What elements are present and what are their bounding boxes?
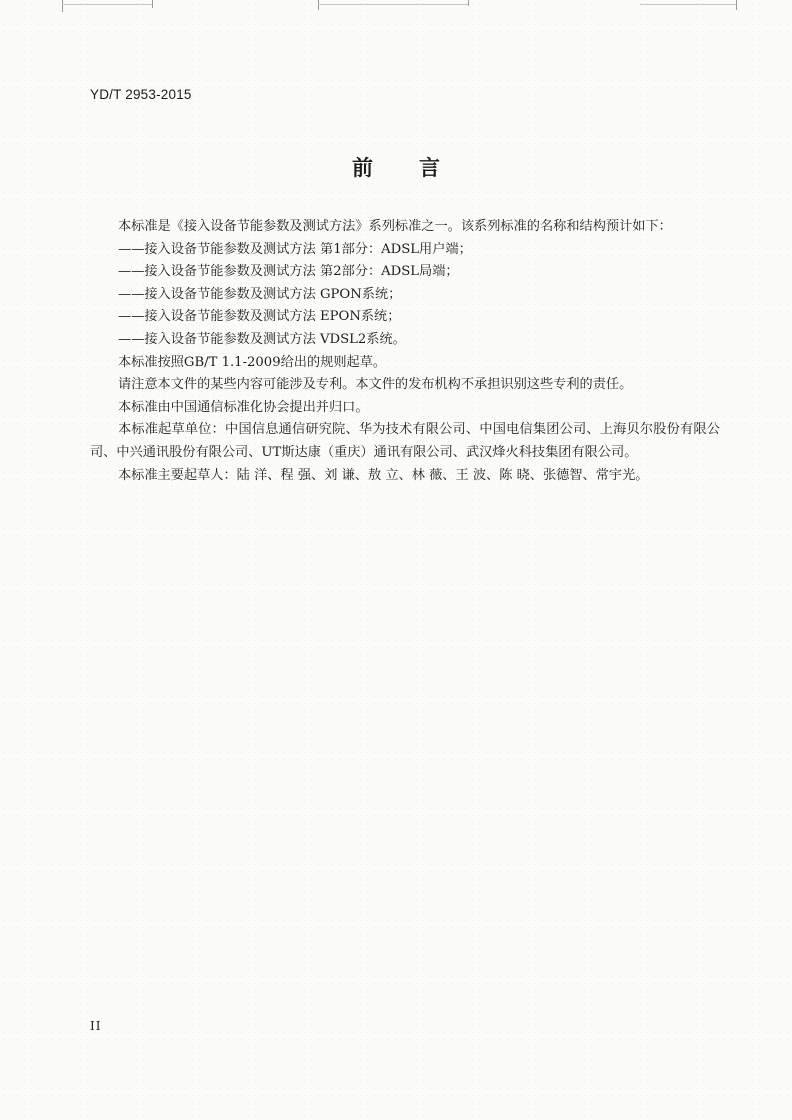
list-item-vdsl2: ——接入设备节能参数及测试方法 VDSL2系统。 [118,331,406,347]
paragraph-proposer: 本标准由中国通信标准化协会提出并归口。 [118,399,369,415]
scan-line [62,4,152,5]
paragraph-series-intro: 本标准是《接入设备节能参数及测试方法》系列标准之一。该系列标准的名称和结构预计如下： [118,219,672,234]
scan-mark [152,0,153,8]
list-item-epon: ——接入设备节能参数及测试方法 EPON系统； [118,309,401,325]
scan-mark [318,0,319,10]
preface-heading-char-1: 前 [352,156,373,180]
scan-line [318,4,468,5]
paragraph-drafting-rules: 本标准按照GB/T 1.1-2009给出的规则起草。 [118,354,387,370]
scan-line [640,4,736,5]
paragraph-drafting-units: 本标准起草单位：中国信息通信研究院、华为技术有限公司、中国电信集团公司、上海贝尔股份有限公司、中兴通讯股份有限公司、UT斯达康（重庆）通讯有限公司、武汉烽火科技集团有限公司。 [90,422,720,460]
scan-mark [736,0,737,10]
preface-heading [0,152,792,182]
preface-body [90,216,720,487]
list-item-part1-adsl-user: ——接入设备节能参数及测试方法 第1部分：ADSL用户端； [118,241,472,257]
standard-code: YD/T 2953-2015 [90,87,192,102]
page-number: II [90,1019,102,1033]
list-item-gpon: ——接入设备节能参数及测试方法 GPON系统； [118,286,402,302]
scan-mark [468,0,469,6]
scan-edge-marks [0,0,792,14]
scan-mark [62,0,63,12]
paragraph-patent-notice: 请注意本文件的某些内容可能涉及专利。本文件的发布机构不承担识别这些专利的责任。 [118,377,633,393]
list-item-part2-adsl-central: ——接入设备节能参数及测试方法 第2部分：ADSL局端； [118,264,459,280]
paragraph-drafters: 本标准主要起草人：陆 洋、程 强、刘 谦、敖 立、林 薇、王 波、陈 晓、张德智、常宇光。 [118,467,649,483]
preface-heading-char-2: 言 [419,156,440,180]
